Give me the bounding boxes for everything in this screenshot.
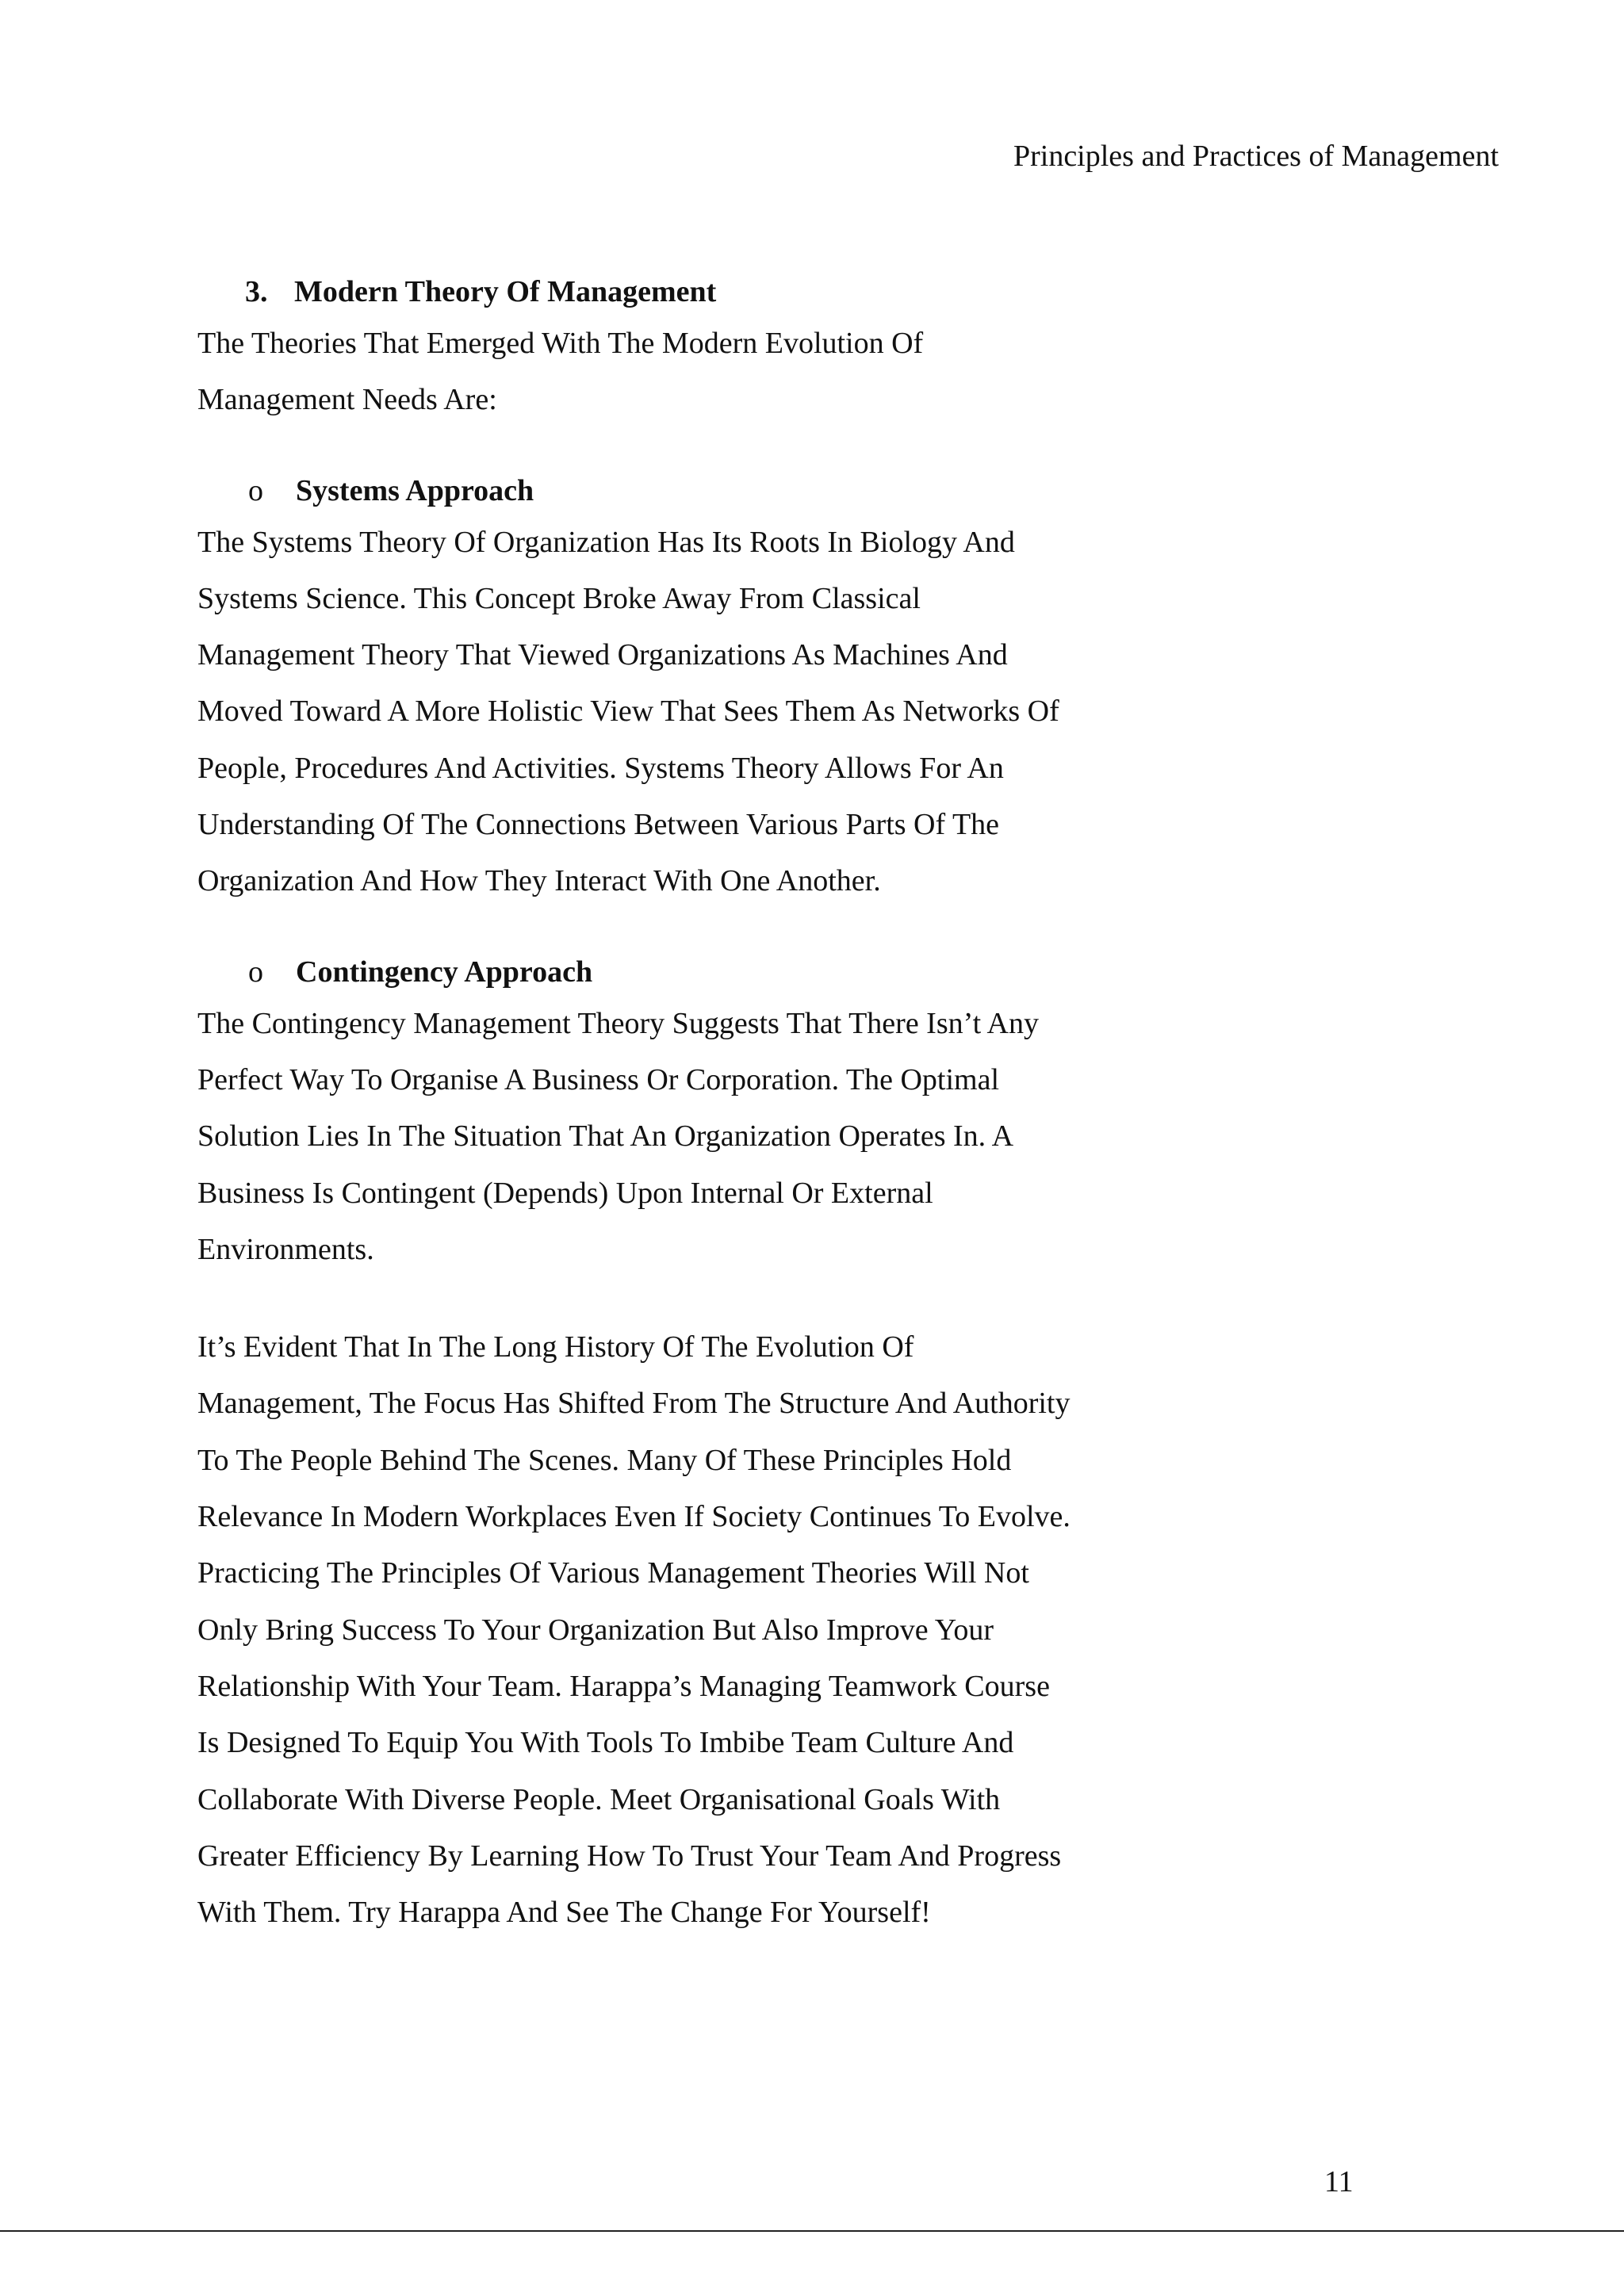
footer-divider (0, 2230, 1624, 2232)
bullet-marker: o (248, 473, 263, 507)
text-line: Only Bring Success To Your Organization But Also Improve Your (197, 1613, 994, 1647)
bullet-marker: o (248, 955, 263, 989)
text-line: Environments. (197, 1232, 374, 1266)
contingency-approach-title: Contingency Approach (296, 955, 593, 989)
text-line: Understanding Of The Connections Between Various Parts Of The (197, 808, 1000, 842)
text-line: The Systems Theory Of Organization Has Its Roots In Biology And (197, 525, 1015, 559)
text-line: It’s Evident That In The Long History Of The Evolution Of (197, 1330, 914, 1364)
text-line: Relevance In Modern Workplaces Even If Society Continues To Evolve. (197, 1500, 1071, 1534)
text-line: Management Needs Are: (197, 383, 497, 417)
page-number: 11 (1324, 2165, 1354, 2198)
conclusion-paragraph (197, 1319, 1228, 1941)
text-line: Relationship With Your Team. Harappa’s Managing Teamwork Course (197, 1669, 1050, 1703)
text-line: With Them. Try Harappa And See The Change For Yourself! (197, 1896, 931, 1930)
text-line: People, Procedures And Activities. Systems Theory Allows For An (197, 751, 1004, 785)
text-line: Management, The Focus Has Shifted From The Structure And Authority (197, 1387, 1071, 1421)
page-content (197, 270, 1228, 1941)
text-line: To The People Behind The Scenes. Many Of These Principles Hold (197, 1443, 1012, 1477)
systems-approach-title: Systems Approach (296, 473, 534, 507)
systems-approach-heading (197, 469, 1228, 513)
text-line: Organization And How They Interact With One Another. (197, 864, 881, 898)
text-line: Management Theory That Viewed Organizations As Machines And (197, 638, 1008, 672)
section-title: Modern Theory Of Management (294, 275, 717, 308)
section-number: 3. (245, 275, 268, 308)
text-line: The Contingency Management Theory Suggests That There Isn’t Any (197, 1006, 1039, 1040)
text-line: Solution Lies In The Situation That An Organization Operates In. A (197, 1119, 1014, 1154)
running-header: Principles and Practices of Management (1013, 140, 1499, 173)
systems-approach-paragraph (197, 515, 1228, 910)
text-line: Moved Toward A More Holistic View That Sees Them As Networks Of (197, 695, 1059, 729)
text-line: The Theories That Emerged With The Modern Evolution Of (197, 327, 924, 360)
text-line: Business Is Contingent (Depends) Upon Internal Or External (197, 1176, 933, 1210)
text-line: Systems Science. This Concept Broke Away From Classical (197, 581, 921, 615)
text-line: Is Designed To Equip You With Tools To Imbibe Team Culture And (197, 1726, 1014, 1760)
text-line: Collaborate With Diverse People. Meet Organisational Goals With (197, 1782, 1001, 1816)
text-line: Practicing The Principles Of Various Management Theories Will Not (197, 1556, 1029, 1590)
contingency-approach-heading (197, 950, 1228, 994)
section-intro (197, 316, 1228, 429)
text-line: Perfect Way To Organise A Business Or Corporation. The Optimal (197, 1062, 1000, 1096)
section-heading (197, 270, 1228, 314)
text-line: Greater Efficiency By Learning How To Trust Your Team And Progress (197, 1839, 1062, 1873)
contingency-approach-paragraph (197, 996, 1228, 1278)
